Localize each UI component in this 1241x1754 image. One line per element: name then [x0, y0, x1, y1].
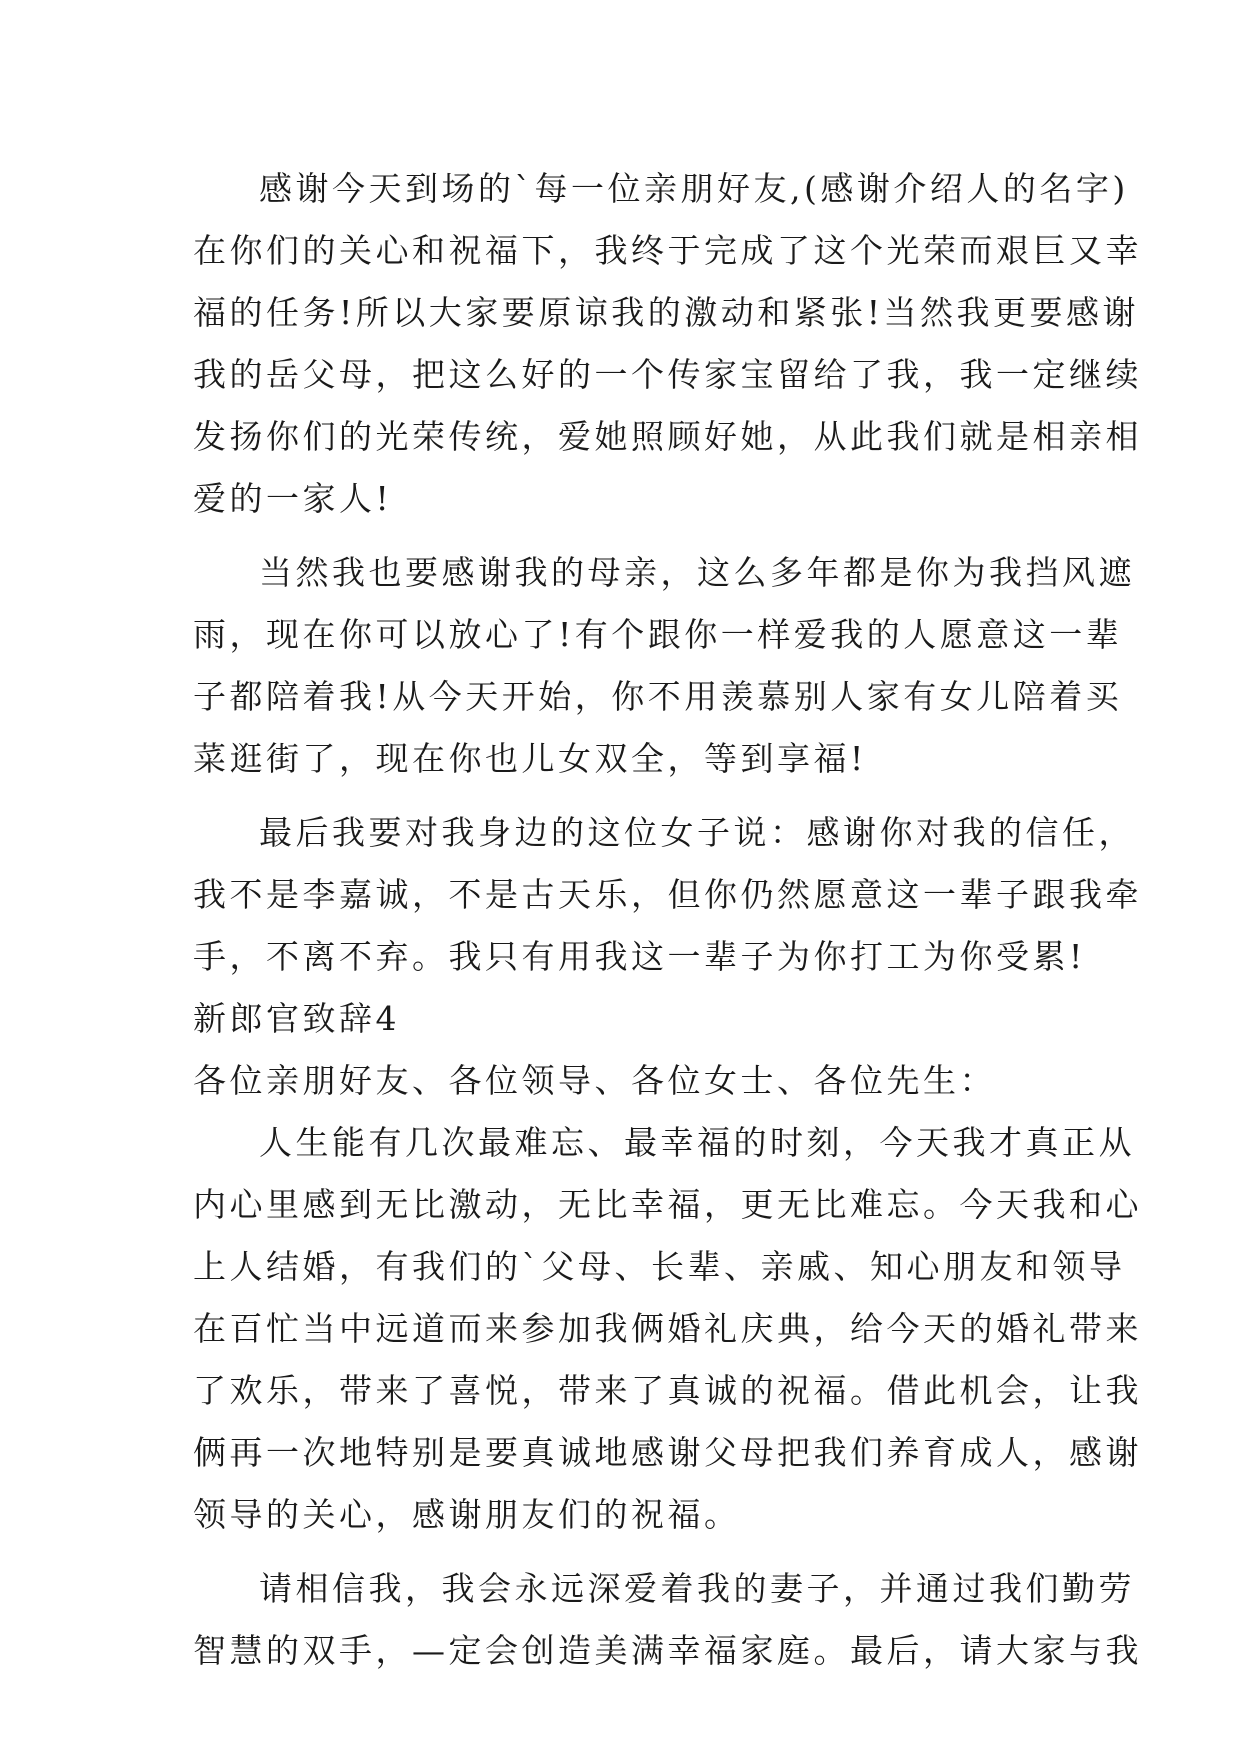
salutation-line: 各位亲朋好友、各位领导、各位女士、各位先生：	[193, 1061, 996, 1100]
paragraph-line: 手，不离不弃。我只有用我这一辈子为你打工为你受累!	[193, 937, 1086, 976]
paragraph-gap	[193, 530, 1055, 542]
paragraph-line: 爱的一家人!	[193, 479, 393, 518]
paragraph-line: 雨，现在你可以放心了!有个跟你一样爱我的人愿意这一辈	[193, 615, 1123, 654]
paragraph-line: 最后我要对我身边的这位女子说：感谢你对我的信任，	[259, 813, 1135, 852]
paragraph-line: 福的任务!所以大家要原谅我的激动和紧张!当然我更要感谢	[193, 293, 1140, 332]
section-heading: 新郎官致辞4	[193, 999, 400, 1038]
paragraph-line: 领导的关心，感谢朋友们的祝福。	[193, 1495, 741, 1534]
paragraph-gap	[193, 790, 1055, 802]
paragraph-line: 菜逛街了，现在你也儿女双全，等到享福!	[193, 739, 867, 778]
paragraph-line: 智慧的双手，—定会创造美满幸福家庭。最后，请大家与我	[193, 1631, 1142, 1670]
paragraph-line: 子都陪着我!从今天开始，你不用羡慕别人家有女儿陪着买	[193, 677, 1123, 716]
paragraph-line: 上人结婚，有我们的`父母、长辈、亲戚、知心朋友和领导	[193, 1247, 1126, 1286]
paragraph-line: 在百忙当中远道而来参加我俩婚礼庆典，给今天的婚礼带来	[193, 1309, 1142, 1348]
paragraph-line: 我的岳父母，把这么好的一个传家宝留给了我，我一定继续	[193, 355, 1142, 394]
paragraph-line: 在你们的关心和祝福下，我终于完成了这个光荣而艰巨又幸	[193, 231, 1142, 270]
paragraph-line: 感谢今天到场的`每一位亲朋好友,(感谢介绍人的名字)	[259, 169, 1129, 208]
paragraph-gap	[193, 1546, 1055, 1558]
paragraph-line: 我不是李嘉诚，不是古天乐，但你仍然愿意这一辈子跟我牵	[193, 875, 1142, 914]
paragraph-line: 人生能有几次最难忘、最幸福的时刻，今天我才真正从	[259, 1123, 1135, 1162]
document-body	[193, 158, 1142, 1682]
paragraph-line: 俩再一次地特别是要真诚地感谢父母把我们养育成人，感谢	[193, 1433, 1142, 1472]
paragraph-line: 内心里感到无比激动，无比幸福，更无比难忘。今天我和心	[193, 1185, 1142, 1224]
paragraph-line: 了欢乐，带来了喜悦，带来了真诚的祝福。借此机会，让我	[193, 1371, 1142, 1410]
paragraph-line: 请相信我，我会永远深爱着我的妻子，并通过我们勤劳	[259, 1569, 1135, 1608]
paragraph-line: 发扬你们的光荣传统，爱她照顾好她，从此我们就是相亲相	[193, 417, 1142, 456]
paragraph-line: 当然我也要感谢我的母亲，这么多年都是你为我挡风遮	[259, 553, 1135, 592]
